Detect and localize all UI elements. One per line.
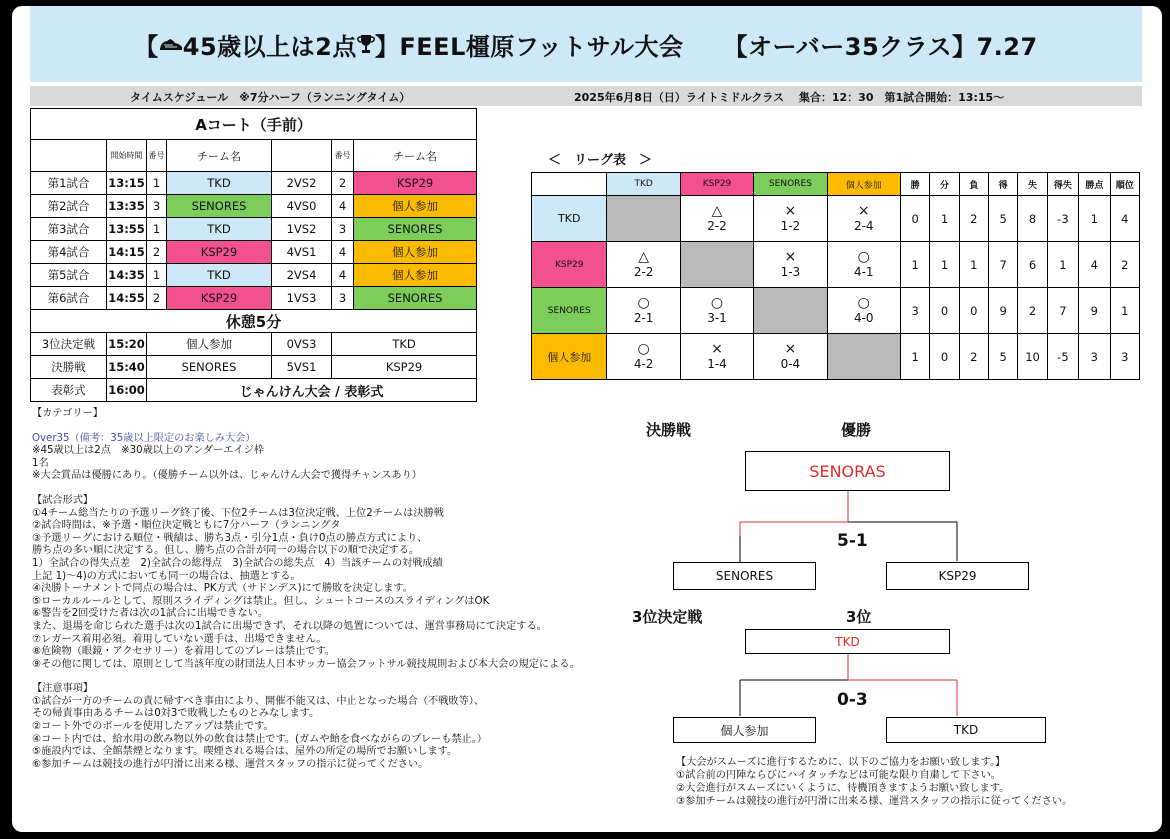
result-symbol: × bbox=[784, 341, 797, 358]
league-stat-cell: 9 bbox=[989, 288, 1018, 334]
header-number: 番号 bbox=[332, 140, 354, 172]
result-score: 4-0 bbox=[853, 310, 874, 325]
league-result-cell bbox=[754, 242, 827, 288]
team-number: 3 bbox=[332, 287, 354, 310]
bracket-final-label: 決勝戦 bbox=[646, 421, 692, 439]
category-note: ※大会賞品は優勝にあり。（優勝チーム以外は、じゃんけん大会で獲得チャンスあり） bbox=[32, 470, 422, 482]
format-rule: ①4チーム総当たりの予選リーグ終了後、下位2チームは3位決定戦、上位2チームは決勝戦 bbox=[32, 507, 444, 519]
team-cell: SENORES bbox=[167, 195, 272, 218]
third-score: 0-3 bbox=[837, 690, 868, 710]
league-stat-cell: 0 bbox=[900, 196, 929, 242]
title-event-name: 】FEEL橿原フットサル大会 bbox=[374, 32, 684, 61]
team-cell: SENORES bbox=[147, 356, 272, 379]
league-result-cell bbox=[827, 288, 900, 334]
league-self-cell bbox=[607, 196, 680, 242]
match-time: 14:35 bbox=[107, 264, 147, 287]
league-stat-cell: 1 bbox=[930, 242, 959, 288]
cooperation-line: ②大会進行がスムーズにいくように、待機頂きますようお願い致します。 bbox=[676, 783, 1010, 794]
bracket-third-label: 3位決定戦 bbox=[632, 608, 703, 626]
league-stat-cell: 1 bbox=[1079, 196, 1110, 242]
league-self-cell bbox=[754, 288, 827, 334]
league-stat-cell: -5 bbox=[1047, 334, 1078, 380]
league-stat-cell: 1 bbox=[930, 196, 959, 242]
league-stat-cell: 7 bbox=[989, 242, 1018, 288]
league-stat-cell: 0 bbox=[959, 288, 988, 334]
league-stat-cell: 2 bbox=[959, 334, 988, 380]
match-result: 5VS1 bbox=[272, 356, 332, 379]
team-cell: TKD bbox=[167, 218, 272, 241]
result-score: 0-4 bbox=[780, 356, 801, 371]
league-col-stat: 勝点 bbox=[1079, 173, 1110, 196]
caution-line: ①試合が一方のチームの責に帰すべき事由により、開催不能又は、中止となった場合（不戦敗等）、 bbox=[32, 695, 485, 707]
league-stat-cell: 1 bbox=[900, 242, 929, 288]
schedule-note: タイムスケジュール ※7分ハーフ（ランニングタイム） bbox=[130, 91, 411, 104]
match-label: 3位決定戦 bbox=[31, 333, 107, 356]
match-row bbox=[31, 195, 477, 218]
league-stat-cell: 5 bbox=[989, 196, 1018, 242]
format-rule: ⑨その他に関しては、原則として当該年度の財団法人日本サッカー協会フットサル競技規則および本大会の規定による。 bbox=[32, 658, 580, 670]
caution-line: ②コート外でのボールを使用したアップは禁止です。 bbox=[32, 721, 274, 733]
team-cell: 個人参加 bbox=[354, 264, 477, 287]
league-col-stat: 失 bbox=[1018, 173, 1047, 196]
match-time: 16:00 bbox=[107, 379, 147, 402]
league-col-team: TKD bbox=[607, 173, 680, 196]
league-col-stat: 負 bbox=[959, 173, 988, 196]
caution-line: その帰責事由あるチームは0対3で敗戦したものとみなします。 bbox=[32, 708, 320, 720]
caution-line: ⑤施設内では、全館禁煙となります。喫煙される場合は、屋外の所定の場所でお願いします。 bbox=[32, 746, 458, 758]
result-symbol: ○ bbox=[637, 295, 650, 312]
team-cell: 個人参加 bbox=[354, 241, 477, 264]
team-number: 2 bbox=[147, 287, 167, 310]
result-symbol: × bbox=[711, 341, 723, 358]
result-symbol: × bbox=[784, 203, 797, 220]
team-number: 2 bbox=[332, 172, 354, 195]
league-stat-cell: 1 bbox=[1047, 242, 1078, 288]
league-row-team: 個人参加 bbox=[532, 334, 607, 380]
league-stat-cell: 8 bbox=[1018, 196, 1047, 242]
league-table bbox=[531, 172, 1140, 380]
bracket-third-place-label: 3位 bbox=[846, 608, 872, 626]
result-symbol: ○ bbox=[710, 295, 724, 312]
league-stat-cell: 7 bbox=[1047, 288, 1078, 334]
format-rule: ⑤ローカルルールとして、原則スライディングは禁止。但し、シュートコースのスライディングはOK bbox=[32, 595, 490, 607]
title-age-rule: 45歳以上は2点 bbox=[182, 32, 357, 61]
match-row bbox=[31, 287, 477, 310]
result-score: 3-1 bbox=[707, 310, 727, 325]
match-row bbox=[31, 218, 477, 241]
page bbox=[12, 6, 1162, 832]
league-stat-cell: 3 bbox=[1110, 334, 1139, 380]
match-time: 13:35 bbox=[107, 195, 147, 218]
format-rule: ⑦レガース着用必須。着用していない選手は、出場できません。 bbox=[32, 633, 327, 645]
league-result-cell bbox=[754, 334, 827, 380]
league-stat-cell: 1 bbox=[900, 334, 929, 380]
match-time: 14:55 bbox=[107, 287, 147, 310]
league-result-cell bbox=[607, 242, 680, 288]
bracket-champion-label: 優勝 bbox=[841, 421, 872, 439]
match-label: 第5試合 bbox=[31, 264, 107, 287]
league-stat-cell: 4 bbox=[1079, 242, 1110, 288]
match-result: 2VS2 bbox=[272, 172, 332, 195]
league-row-team: SENORES bbox=[532, 288, 607, 334]
team-cell: 個人参加 bbox=[354, 195, 477, 218]
league-row bbox=[532, 196, 1140, 242]
cooperation-notes bbox=[676, 756, 1072, 808]
team-cell: KSP29 bbox=[332, 356, 477, 379]
match-label: 決勝戦 bbox=[31, 356, 107, 379]
title-banner bbox=[30, 6, 1142, 82]
league-row bbox=[532, 288, 1140, 334]
court-title: Aコート（手前） bbox=[31, 109, 477, 140]
result-symbol: ○ bbox=[637, 341, 650, 358]
league-col-stat: 順位 bbox=[1110, 173, 1139, 196]
team-number: 1 bbox=[147, 218, 167, 241]
category-note: 1名 bbox=[32, 457, 49, 469]
final-score: 5-1 bbox=[837, 531, 868, 551]
league-stat-cell: 0 bbox=[930, 334, 959, 380]
format-rule: ⑥警告を2回受けた者は次の1試合に出場できない。 bbox=[32, 608, 269, 620]
format-rule: 1）全試合の得失点差 2)全試合の総得点 3)全試合の総失点 4）当該チームの対戦成績 bbox=[32, 557, 443, 569]
team-cell: KSP29 bbox=[167, 287, 272, 310]
match-label: 第1試合 bbox=[31, 172, 107, 195]
team-number: 4 bbox=[332, 241, 354, 264]
league-header-row bbox=[532, 173, 1140, 196]
league-stat-cell: 5 bbox=[989, 334, 1018, 380]
team-number: 1 bbox=[147, 172, 167, 195]
league-col-team: KSP29 bbox=[680, 173, 753, 196]
info-strip bbox=[30, 86, 1142, 106]
rules-notes bbox=[32, 408, 652, 771]
team-number: 2 bbox=[147, 241, 167, 264]
result-score: 4-2 bbox=[633, 356, 654, 371]
team-number: 4 bbox=[332, 264, 354, 287]
final-row bbox=[31, 356, 477, 379]
match-result: 1VS3 bbox=[272, 287, 332, 310]
league-col-team: SENORES bbox=[754, 173, 827, 196]
final-team-right: KSP29 bbox=[886, 562, 1029, 590]
caution-heading: 【注意事項】 bbox=[32, 683, 94, 695]
league-result-cell bbox=[607, 288, 680, 334]
league-result-cell bbox=[827, 196, 900, 242]
league-stat-cell: 9 bbox=[1079, 288, 1110, 334]
cooperation-line: ③参加チームは競技の進行が円滑に出来る様、運営スタッフの指示に従ってください。 bbox=[676, 796, 1073, 807]
cooperation-line: ①試合前の円陣ならびにハイタッチなどは可能な限り自粛して下さい。 bbox=[676, 770, 1001, 781]
result-score: 1-3 bbox=[780, 264, 801, 279]
format-rule: 上記 1)～4)の方式においても同一の場合は、抽選とする。 bbox=[32, 570, 301, 582]
sneaker-icon bbox=[159, 36, 183, 52]
schedule-table bbox=[30, 108, 477, 402]
league-result-cell bbox=[680, 334, 753, 380]
header-team-name: チーム名 bbox=[354, 140, 477, 172]
format-rule: ⑧危険物（眼鏡・アクセサリー）を着用してのプレーは禁止です。 bbox=[32, 646, 336, 658]
team-cell: 個人参加 bbox=[147, 333, 272, 356]
caution-line: ⑥参加チームは競技の進行が円滑に出来る様、運営スタッフの指示に従ってください。 bbox=[32, 758, 429, 770]
final-row bbox=[31, 333, 477, 356]
schedule-header-row bbox=[31, 140, 477, 172]
match-label: 表彰式 bbox=[31, 379, 107, 402]
category-heading: 【カテゴリー】 bbox=[32, 408, 103, 419]
league-row bbox=[532, 242, 1140, 288]
league-row-team: TKD bbox=[532, 196, 607, 242]
league-row bbox=[532, 334, 1140, 380]
team-number: 4 bbox=[332, 195, 354, 218]
result-symbol: ○ bbox=[857, 295, 870, 312]
format-rule: ④決勝トーナメントで同点の場合は、PK方式（サドンデス)にて勝敗を決定します。 bbox=[32, 583, 413, 595]
league-self-cell bbox=[680, 242, 753, 288]
league-stat-cell: 2 bbox=[1110, 242, 1139, 288]
final-team-left: SENORES bbox=[673, 562, 816, 590]
league-stat-cell: 4 bbox=[1110, 196, 1139, 242]
team-cell: SENORES bbox=[354, 218, 477, 241]
match-row bbox=[31, 241, 477, 264]
match-time: 14:15 bbox=[107, 241, 147, 264]
result-score: 1-4 bbox=[707, 356, 727, 371]
category-note: ※45歳以上は2点 ※30歳以上のアンダーエイジ枠 bbox=[32, 445, 265, 457]
third-team-left: 個人参加 bbox=[673, 717, 816, 743]
league-col-stat: 得失 bbox=[1047, 173, 1078, 196]
result-symbol: ○ bbox=[857, 249, 870, 266]
format-rule: ③予選リーグにおける順位・戦績は、勝ち3点・引分1点・負け0点の勝点方式により、 bbox=[32, 532, 428, 544]
match-result: 1VS2 bbox=[272, 218, 332, 241]
format-rule: また、退場を命じられた選手は次の1試合に出場できず、それ以降の処置については、運営事務局にて決定する。 bbox=[32, 620, 547, 632]
league-stat-cell: 10 bbox=[1018, 334, 1047, 380]
third-team-right: TKD bbox=[886, 717, 1046, 743]
league-stat-cell: 3 bbox=[900, 288, 929, 334]
league-self-cell bbox=[827, 334, 900, 380]
result-score: 2-2 bbox=[707, 218, 727, 233]
header-number: 番号 bbox=[147, 140, 167, 172]
header-team-name: チーム名 bbox=[167, 140, 272, 172]
league-col-team: 個人参加 bbox=[827, 173, 900, 196]
result-score: 2-4 bbox=[853, 218, 874, 233]
team-cell: TKD bbox=[167, 172, 272, 195]
match-label: 第2試合 bbox=[31, 195, 107, 218]
league-stat-cell: 0 bbox=[930, 288, 959, 334]
league-result-cell bbox=[754, 196, 827, 242]
league-stat-cell: 1 bbox=[1110, 288, 1139, 334]
break-row: 休憩5分 bbox=[31, 310, 477, 333]
ceremony-text: じゃんけん大会 / 表彰式 bbox=[147, 379, 477, 402]
category-line: Over35（備考：35歳以上限定のお楽しみ大会） bbox=[32, 432, 256, 444]
league-result-cell bbox=[680, 196, 753, 242]
league-result-cell bbox=[680, 288, 753, 334]
match-time: 13:15 bbox=[107, 172, 147, 195]
league-col-stat: 分 bbox=[930, 173, 959, 196]
league-col-stat: 得 bbox=[989, 173, 1018, 196]
format-heading: 【試合形式】 bbox=[32, 494, 94, 506]
team-cell: SENORES bbox=[354, 287, 477, 310]
title-bracket-open: 【 bbox=[134, 32, 159, 61]
result-symbol: △ bbox=[638, 249, 650, 266]
title-class: 【オーバー35クラス】7.27 bbox=[723, 32, 1038, 61]
league-result-cell bbox=[827, 242, 900, 288]
team-cell: KSP29 bbox=[167, 241, 272, 264]
league-stat-cell: 3 bbox=[1079, 334, 1110, 380]
format-rule: 勝ち点の多い順に決定する。但し、勝ち点の合計が同一の場合以下の順で決定する。 bbox=[32, 545, 420, 557]
result-score: 1-2 bbox=[780, 218, 801, 233]
result-symbol: × bbox=[784, 249, 797, 266]
team-number: 1 bbox=[147, 264, 167, 287]
result-score: 4-1 bbox=[853, 264, 874, 279]
match-result: 2VS4 bbox=[272, 264, 332, 287]
trophy-icon bbox=[357, 34, 375, 54]
league-row-team: KSP29 bbox=[532, 242, 607, 288]
cooperation-line: 【大会がスムーズに進行するために、以下のご協力をお願い致します。】 bbox=[676, 757, 1006, 768]
third-winner-box: TKD bbox=[745, 629, 950, 654]
match-time: 15:20 bbox=[107, 333, 147, 356]
league-result-cell bbox=[607, 334, 680, 380]
match-result: 4VS0 bbox=[272, 195, 332, 218]
ceremony-row bbox=[31, 379, 477, 402]
league-stat-cell: -3 bbox=[1047, 196, 1078, 242]
team-number: 3 bbox=[332, 218, 354, 241]
league-col-stat: 勝 bbox=[900, 173, 929, 196]
league-stat-cell: 1 bbox=[959, 242, 988, 288]
league-title: ＜ リーグ表 ＞ bbox=[548, 153, 653, 168]
team-number: 3 bbox=[147, 195, 167, 218]
match-result: 0VS3 bbox=[272, 333, 332, 356]
league-stat-cell: 2 bbox=[959, 196, 988, 242]
event-date-info: 2025年6月8日（日）ライトミドルクラス 集合：12：30 第1試合開始：13:15〜 bbox=[574, 91, 1005, 104]
league-stat-cell: 6 bbox=[1018, 242, 1047, 288]
match-row bbox=[31, 264, 477, 287]
team-cell: KSP29 bbox=[354, 172, 477, 195]
result-score: 2-2 bbox=[633, 264, 654, 279]
match-time: 13:55 bbox=[107, 218, 147, 241]
match-result: 4VS1 bbox=[272, 241, 332, 264]
league-stat-cell: 2 bbox=[1018, 288, 1047, 334]
format-rule: ②試合時間は、※予選・順位決定戦ともに7分ハーフ（ランニングタ bbox=[32, 520, 341, 532]
result-score: 2-1 bbox=[633, 310, 654, 325]
champion-box: SENORAS bbox=[745, 451, 950, 491]
match-label: 第3試合 bbox=[31, 218, 107, 241]
match-row bbox=[31, 172, 477, 195]
team-cell: TKD bbox=[332, 333, 477, 356]
caution-line: ④コート内では、給水用の飲み物以外の飲食は禁止です。(ガムや飴を食べながらのプレーも禁止。） bbox=[32, 733, 488, 745]
result-symbol: × bbox=[857, 203, 870, 220]
header-start-time: 開始時間 bbox=[107, 140, 147, 172]
match-time: 15:40 bbox=[107, 356, 147, 379]
result-symbol: △ bbox=[711, 203, 723, 220]
match-label: 第6試合 bbox=[31, 287, 107, 310]
match-label: 第4試合 bbox=[31, 241, 107, 264]
team-cell: TKD bbox=[167, 264, 272, 287]
